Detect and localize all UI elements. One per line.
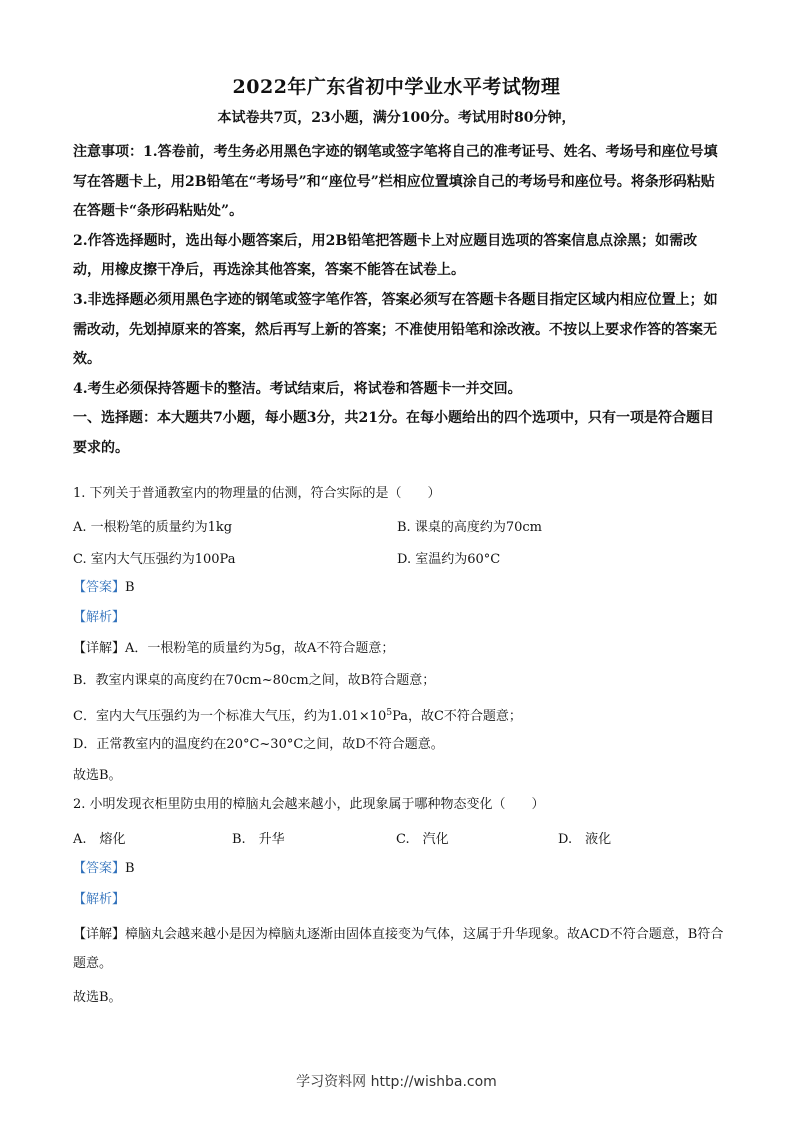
detail-tag: 【详解】 — [73, 641, 126, 656]
exam-subtitle: 本试卷共7页，23小题，满分100分。考试用时80分钟， — [217, 110, 576, 126]
q2-answer — [73, 859, 728, 879]
note-paragraph: 3.非选择题必须用黑色字迹的钢笔或签字笔作答，答案必须写在答题卡各题目指定区域内相应位置上；如需改动，先划掉原来的答案，然后再写上新的答案；不准使用铅笔和涂改液。不按以上要求作答的答案无效。 — [73, 291, 718, 368]
q1-detail-c — [73, 703, 728, 727]
q1-option-c: C. 室内大气压强约为100Pa — [73, 552, 236, 567]
answer-tag: 【答案】 — [73, 580, 126, 595]
q1-detail-b: B．教室内课桌的高度约在70cm~80cm之间，故B符合题意； — [73, 673, 436, 688]
q2-option-c: C. 汽化 — [396, 832, 449, 847]
q1-analysis-tag: 【解析】 — [73, 610, 126, 625]
detail-text: C．室内大气压强约为一个标准大气压，约为1.01×10 — [73, 709, 387, 724]
q2-conclusion: 故选B。 — [73, 990, 122, 1005]
detail-text: 樟脑丸会越来越小是因为樟脑丸逐渐由固体直接变为气体，这属于升华现象。故ACD不符合题意，B符合题意。 — [73, 927, 724, 971]
superscript: 5 — [386, 708, 393, 718]
detail-text: A．一根粉笔的质量约为5g，故A不符合题意； — [125, 641, 395, 656]
q2-option-d: D. 液化 — [558, 832, 612, 847]
q1-answer — [73, 578, 728, 598]
note-paragraph: 4.考生必须保持答题卡的整洁。考试结束后，将试卷和答题卡一并交回。 — [73, 380, 522, 397]
q2-analysis-tag: 【解析】 — [73, 892, 126, 907]
q1-conclusion: 故选B。 — [73, 768, 122, 783]
q1-option-a: A. 一根粉笔的质量约为1kg — [73, 520, 233, 535]
note-paragraph: 2.作答选择题时，选出每小题答案后，用2B铅笔把答题卡上对应题目选项的答案信息点涂黑；如需改动，用橡皮擦干净后，再选涂其他答案，答案不能答在试卷上。 — [73, 232, 698, 279]
q1-detail-d: D．正常教室内的温度约在20°C~30°C之间，故D不符合题意。 — [73, 737, 444, 752]
page-title: 2022年广东省初中学业水平考试物理 — [232, 76, 561, 98]
q2-detail — [73, 920, 728, 978]
q2-option-a: A. 熔化 — [73, 832, 126, 847]
answer-value: B — [125, 861, 135, 876]
q1-detail-a — [73, 639, 728, 659]
answer-tag: 【答案】 — [73, 861, 126, 876]
page-footer: 学习资料网 http://wishba.com — [296, 1074, 497, 1090]
note-paragraph: 注意事项：1.答卷前，考生务必用黑色字迹的钢笔或签字笔将自己的准考证号、姓名、考场号和座位号填写在答题卡上，用2B铅笔在“考场号”和“座位号”栏相应位置填涂自己的考场号和座位号。将条形码粘贴在答题卡“条形码粘贴处”。 — [73, 144, 718, 220]
detail-text: Pa，故C不符合题意； — [392, 709, 522, 724]
section-heading: 一、选择题：本大题共7小题，每小题3分，共21分。在每小题给出的四个选项中，只有一项是符合题目要求的。 — [73, 410, 714, 456]
q1-option-d: D. 室温约为60°C — [397, 552, 501, 567]
question-2-stem: 2. 小明发现衣柜里防虫用的樟脑丸会越来越小，此现象属于哪种物态变化（ ） — [73, 797, 545, 812]
exam-notes — [73, 138, 725, 464]
detail-tag: 【详解】 — [73, 927, 126, 942]
question-1-stem: 1. 下列关于普通教室内的物理量的估测，符合实际的是（ ） — [73, 486, 441, 501]
q2-option-b: B. 升华 — [232, 832, 285, 847]
q1-option-b: B. 课桌的高度约为70cm — [397, 520, 542, 535]
answer-value: B — [125, 580, 135, 595]
